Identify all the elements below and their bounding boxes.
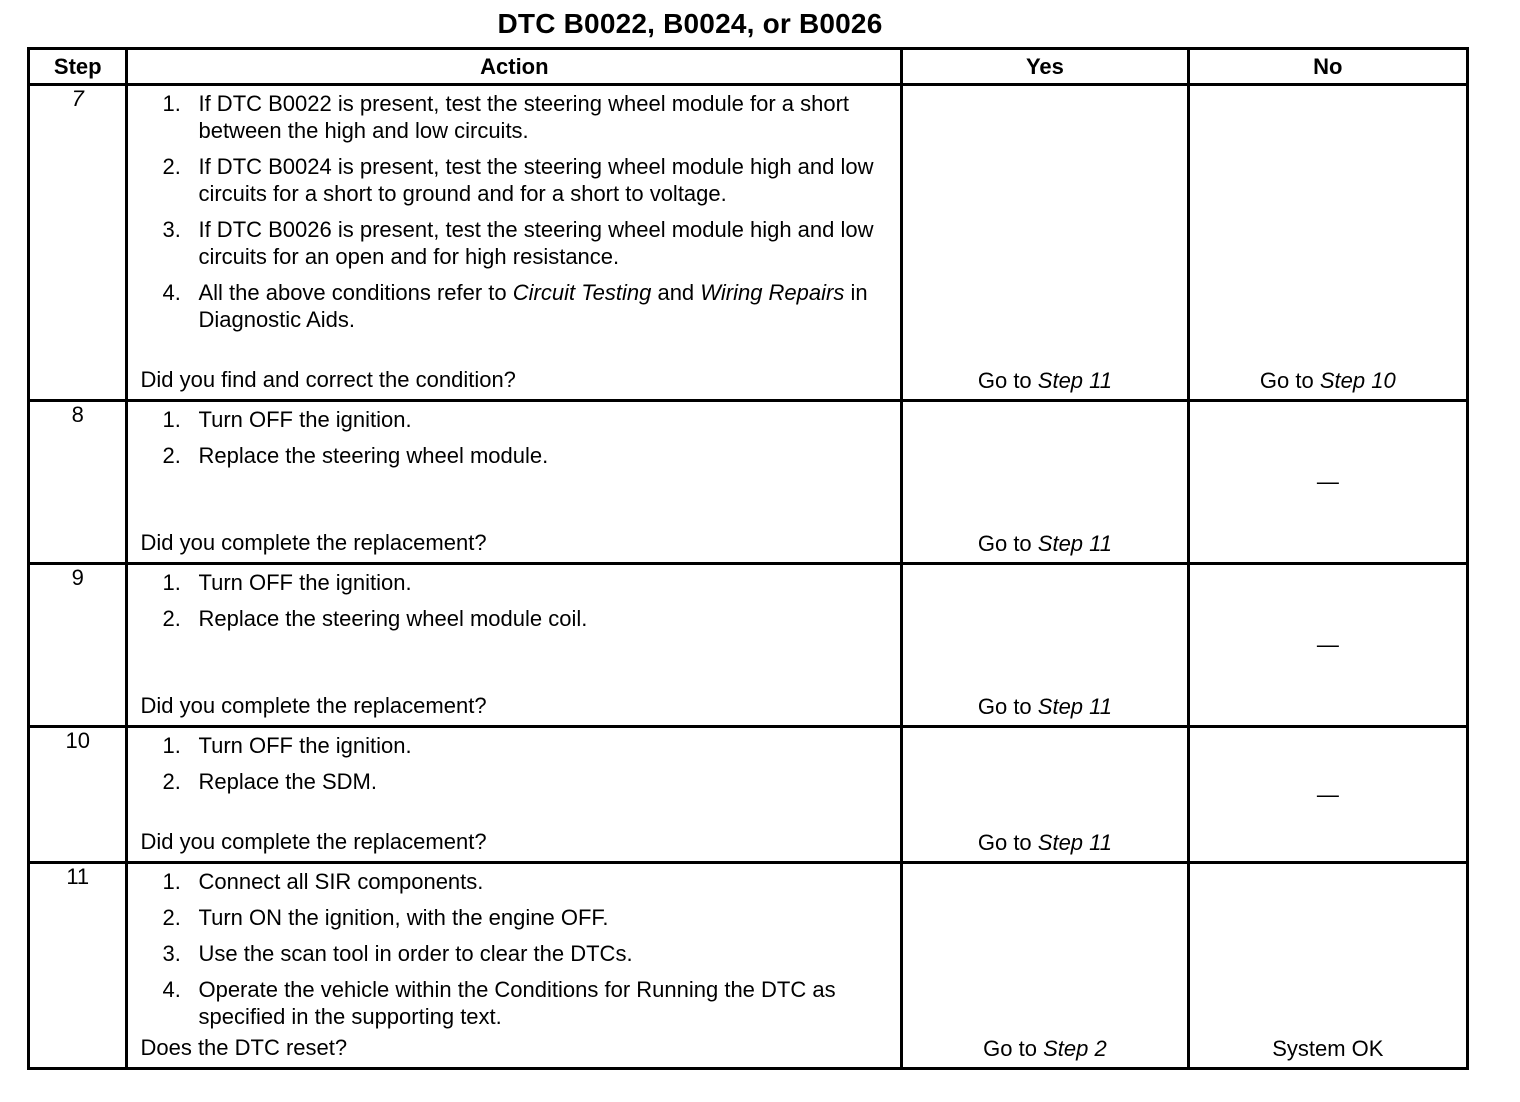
diagnostic-table	[27, 47, 1469, 1070]
action-item	[128, 605, 890, 632]
action-cell	[127, 401, 902, 564]
action-cell	[127, 727, 902, 863]
action-number: 2.	[162, 905, 181, 930]
action-text: Replace the steering wheel module.	[198, 443, 549, 468]
action-text: Turn ON the ignition, with the engine OFF.	[198, 905, 609, 930]
question-text: Did you complete the replacement?	[140, 530, 487, 555]
yes-result	[903, 368, 1186, 394]
yes-result	[903, 830, 1186, 856]
step-number: 7	[29, 85, 127, 401]
action-number: 1.	[162, 733, 181, 758]
no-result-dash: —	[1316, 781, 1339, 807]
action-number: 2.	[162, 154, 181, 179]
action-item	[128, 279, 890, 333]
header-no: No	[1188, 49, 1467, 85]
action-item	[128, 904, 890, 931]
action-item	[128, 976, 890, 1030]
header-yes: Yes	[902, 49, 1188, 85]
no-cell	[1188, 564, 1467, 727]
yes-cell	[902, 85, 1188, 401]
goto-step-link: Step 11	[1037, 694, 1112, 719]
goto-prefix: Go to	[977, 368, 1038, 393]
action-number: 1.	[162, 869, 181, 894]
action-text: Replace the steering wheel module coil.	[198, 606, 588, 631]
action-text: Turn OFF the ignition.	[198, 570, 412, 595]
goto-step-link: Step 2	[1043, 1036, 1107, 1061]
yes-result	[903, 694, 1186, 720]
action-item	[128, 732, 890, 759]
action-item	[128, 868, 890, 895]
goto-prefix: Go to	[977, 531, 1038, 556]
action-text: Use the scan tool in order to clear the DTCs.	[198, 941, 633, 966]
action-text: in Diagnostic Aids.	[198, 280, 868, 332]
yes-cell	[902, 863, 1188, 1069]
action-number: 4.	[162, 977, 181, 1002]
goto-prefix: Go to	[977, 830, 1038, 855]
action-text: Replace the SDM.	[198, 769, 377, 794]
goto-prefix: Go to	[977, 694, 1038, 719]
action-item	[128, 216, 890, 270]
no-result: System OK	[1272, 1036, 1384, 1061]
action-text: If DTC B0026 is present, test the steering wheel module high and low circuits for an open and for high resistance.	[198, 217, 874, 269]
goto-step-link: Step 11	[1037, 531, 1112, 556]
yes-cell	[902, 727, 1188, 863]
action-item	[128, 768, 890, 795]
action-text: If DTC B0022 is present, test the steering wheel module for a short between the high and low circuits.	[198, 91, 850, 143]
yes-result	[903, 1036, 1186, 1062]
action-item	[128, 153, 890, 207]
action-text: Turn OFF the ignition.	[198, 407, 412, 432]
action-item	[128, 569, 890, 596]
action-number: 2.	[162, 606, 181, 631]
table-row	[29, 85, 1468, 401]
no-cell	[1188, 85, 1467, 401]
action-list	[128, 86, 900, 333]
table-row	[29, 863, 1468, 1069]
no-cell	[1188, 863, 1467, 1069]
action-item	[128, 442, 890, 469]
question-text: Did you complete the replacement?	[140, 693, 487, 718]
step-number: 11	[29, 863, 127, 1069]
action-number: 1.	[162, 91, 181, 116]
question-text: Did you find and correct the condition?	[140, 367, 516, 392]
action-text: All the above conditions refer to	[198, 280, 513, 305]
header-step: Step	[29, 49, 127, 85]
goto-step-link: Step 11	[1037, 830, 1112, 855]
question-text: Does the DTC reset?	[140, 1035, 348, 1060]
step-number: 10	[29, 727, 127, 863]
action-item	[128, 940, 890, 967]
page-title: DTC B0022, B0024, or B0026	[497, 8, 883, 39]
action-cell	[127, 863, 902, 1069]
action-cell	[127, 564, 902, 727]
action-number: 4.	[162, 280, 181, 305]
action-text: and	[651, 280, 701, 305]
action-text: If DTC B0024 is present, test the steering wheel module high and low circuits for a short to ground and for a short to voltage.	[198, 154, 874, 206]
question-text: Did you complete the replacement?	[140, 829, 487, 854]
goto-step-link: Step 11	[1037, 368, 1112, 393]
action-number: 3.	[162, 941, 181, 966]
reference-wiring-repairs: Wiring Repairs	[700, 280, 845, 305]
action-text: Turn OFF the ignition.	[198, 733, 412, 758]
table-row	[29, 564, 1468, 727]
step-number: 9	[29, 564, 127, 727]
reference-circuit-testing: Circuit Testing	[512, 280, 652, 305]
goto-prefix: Go to	[983, 1036, 1044, 1061]
action-number: 2.	[162, 443, 181, 468]
no-cell	[1188, 401, 1467, 564]
no-result-dash: —	[1316, 632, 1339, 657]
action-number: 1.	[162, 570, 181, 595]
action-item	[128, 406, 890, 433]
action-number: 3.	[162, 217, 181, 242]
yes-cell	[902, 564, 1188, 727]
no-cell	[1188, 727, 1467, 863]
goto-step-link: Step 10	[1319, 368, 1396, 393]
action-text: Connect all SIR components.	[198, 869, 484, 894]
table-row	[29, 401, 1468, 564]
action-cell	[127, 85, 902, 401]
action-list	[128, 864, 900, 1030]
table-row	[29, 727, 1468, 863]
action-list	[128, 565, 900, 632]
no-result-dash: —	[1316, 469, 1339, 494]
yes-result	[903, 531, 1186, 557]
no-result	[1190, 368, 1466, 394]
header-action: Action	[127, 49, 902, 85]
header-row	[29, 49, 1468, 85]
action-number: 1.	[162, 407, 181, 432]
step-number: 8	[29, 401, 127, 564]
yes-cell	[902, 401, 1188, 564]
goto-prefix: Go to	[1259, 368, 1320, 393]
action-text: Operate the vehicle within the Conditions for Running the DTC as specified in the supporting text.	[198, 977, 836, 1029]
action-list	[128, 728, 900, 795]
action-item	[128, 90, 890, 144]
action-number: 2.	[162, 769, 181, 794]
action-list	[128, 402, 900, 469]
